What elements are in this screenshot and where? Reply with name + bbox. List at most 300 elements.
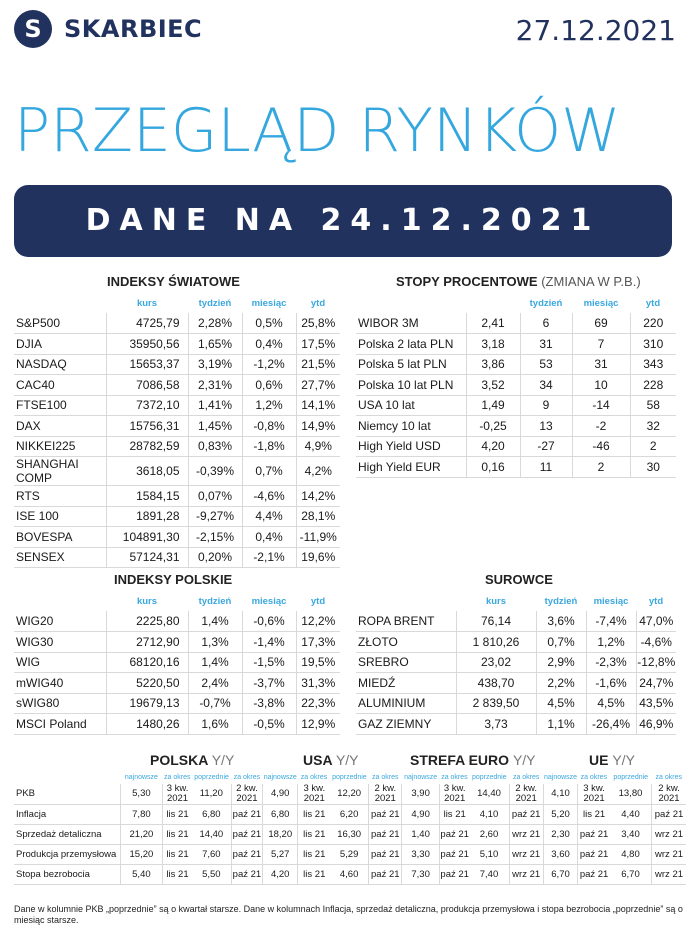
table-row: [14, 334, 340, 355]
table-header-row: [14, 591, 340, 611]
cell-value: 4,5%: [586, 693, 636, 714]
commodities-title: SUROWCE: [485, 572, 553, 587]
cell-value: 2: [630, 436, 676, 457]
cell-value: 31: [520, 334, 572, 355]
cell-value: 0,07%: [188, 486, 242, 507]
cell-value: 11: [520, 457, 572, 478]
row-label: MIEDŹ: [356, 673, 456, 694]
footnote: Dane w kolumnie PKB „poprzednie” są o kwartał starsze. Dane w kolumnach Inflacja, sprzedaż detaliczna, produkcja przemysłowa i stopa bezrobocia „poprzednie” są o miesiąc starsze.: [14, 904, 683, 925]
cell-value: 12,9%: [296, 714, 340, 735]
row-label: BOVESPA: [14, 527, 106, 548]
cell-value: 30: [630, 457, 676, 478]
cell-value: 1,6%: [188, 714, 242, 735]
cell-value: 2,41: [466, 313, 520, 334]
cell-value: 43,5%: [636, 693, 676, 714]
column-subheader: poprzednie: [194, 773, 229, 781]
table-row: [356, 375, 676, 396]
cell-value: -4,6%: [636, 632, 676, 653]
cell-value: 1,2%: [242, 395, 296, 416]
row-label: Sprzedaż detaliczna: [14, 825, 120, 845]
column-header-tydzien: tydzień: [544, 595, 578, 607]
rates-title: STOPY PROCENTOWE (ZMIANA W P.B.): [396, 274, 641, 289]
table-header-row: [14, 770, 686, 784]
cell-value: 4,20: [466, 436, 520, 457]
cell-value: -1,5%: [242, 652, 296, 673]
cell-value: 14,2%: [296, 486, 340, 507]
cell-value: -0,5%: [242, 714, 296, 735]
row-label: mWIG40: [14, 673, 106, 694]
table-row: [14, 805, 686, 825]
table-row: [356, 673, 676, 694]
column-subheader: najnowsze: [263, 773, 297, 781]
cell-value: 28,1%: [296, 506, 340, 527]
table-row: [14, 693, 340, 714]
world-indices-table: [14, 293, 340, 568]
cell-value: 4,5%: [536, 693, 586, 714]
cell-value: 2,30: [543, 825, 577, 845]
cell-value: 1,4%: [188, 652, 242, 673]
cell-value: 15756,31: [106, 416, 188, 437]
table-row: [14, 673, 340, 694]
cell-value: 2 kw. 2021: [231, 784, 262, 805]
column-subheader: poprzednie: [613, 773, 649, 781]
table-row: [14, 547, 340, 568]
cell-value: -1,4%: [242, 632, 296, 653]
cell-value: 5220,50: [106, 673, 188, 694]
cell-value: paź 21: [652, 805, 686, 825]
cell-value: paź 21: [369, 825, 402, 845]
cell-value: 3,73: [456, 714, 536, 735]
column-subheader: za okres: [300, 773, 328, 781]
row-label: RTS: [14, 486, 106, 507]
cell-value: paź 21: [369, 865, 402, 885]
cell-value: -2: [572, 416, 630, 437]
cell-value: 2,60: [470, 825, 510, 845]
cell-value: 3,40: [610, 825, 652, 845]
column-subheader: za okres: [233, 773, 261, 781]
cell-value: 4,9%: [296, 436, 340, 457]
table-row: [356, 652, 676, 673]
cell-value: -3,8%: [242, 693, 296, 714]
cell-value: 0,7%: [242, 457, 296, 486]
table-row: [356, 354, 676, 375]
column-subheader: za okres: [372, 773, 399, 781]
cell-value: -3,7%: [242, 673, 296, 694]
cell-value: 2225,80: [106, 611, 188, 632]
polish-indices-title: INDEKSY POLSKIE: [114, 572, 233, 587]
cell-value: wrz 21: [509, 825, 543, 845]
cell-value: 7,80: [120, 805, 163, 825]
row-label: SHANGHAI COMP: [14, 457, 106, 486]
cell-value: 25,8%: [296, 313, 340, 334]
cell-value: 68120,16: [106, 652, 188, 673]
cell-value: 7,40: [470, 865, 510, 885]
column-subheader: najnowsze: [124, 773, 158, 781]
cell-value: 35950,56: [106, 334, 188, 355]
cell-value: 5,27: [263, 845, 298, 865]
cell-value: 16,30: [330, 825, 368, 845]
cell-value: -0,8%: [242, 416, 296, 437]
cell-value: 18,20: [263, 825, 298, 845]
cell-value: -12,8%: [636, 652, 676, 673]
cell-value: 2 kw. 2021: [652, 784, 686, 805]
table-row: [356, 395, 676, 416]
table-row: [356, 693, 676, 714]
cell-value: 13,80: [610, 784, 652, 805]
cell-value: 21,20: [120, 825, 163, 845]
cell-value: 0,83%: [188, 436, 242, 457]
polish-indices-table: [14, 591, 340, 735]
table-row: [356, 457, 676, 478]
row-label: NIKKEI225: [14, 436, 106, 457]
cell-value: 5,40: [120, 865, 163, 885]
cell-value: -0,39%: [188, 457, 242, 486]
cell-value: 1,45%: [188, 416, 242, 437]
cell-value: paź 21: [439, 845, 469, 865]
cell-value: -1,2%: [242, 354, 296, 375]
header-empty: [14, 770, 120, 784]
table-header-row: [14, 293, 340, 313]
row-label: Niemcy 10 lat: [356, 416, 466, 437]
table-row: [14, 714, 340, 735]
cell-value: 1 810,26: [456, 632, 536, 653]
row-label: ISE 100: [14, 506, 106, 527]
cell-value: paź 21: [578, 845, 610, 865]
cell-value: 6,70: [543, 865, 577, 885]
cell-value: 2 839,50: [456, 693, 536, 714]
cell-value: 32: [630, 416, 676, 437]
cell-value: 46,9%: [636, 714, 676, 735]
cell-value: -0,25: [466, 416, 520, 437]
cell-value: 3,86: [466, 354, 520, 375]
column-header-kurs: kurs: [485, 595, 507, 607]
table-header-row: [356, 293, 676, 313]
cell-value: 4,10: [543, 784, 577, 805]
row-label: Polska 10 lat PLN: [356, 375, 466, 396]
column-header-ytd: ytd: [645, 297, 661, 309]
cell-value: 1,40: [402, 825, 439, 845]
cell-value: 7,60: [192, 845, 232, 865]
cell-value: paź 21: [578, 825, 610, 845]
column-header-tydzien: tydzień: [529, 297, 563, 309]
cell-value: 10: [572, 375, 630, 396]
cell-value: 3 kw. 2021: [578, 784, 610, 805]
row-label: WIG: [14, 652, 106, 673]
cell-value: 0,4%: [242, 527, 296, 548]
cell-value: wrz 21: [652, 865, 686, 885]
cell-value: 14,40: [470, 784, 510, 805]
cell-value: 4,20: [263, 865, 298, 885]
row-label: GAZ ZIEMNY: [356, 714, 456, 735]
cell-value: 2,4%: [188, 673, 242, 694]
row-label: High Yield USD: [356, 436, 466, 457]
cell-value: 3,6%: [536, 611, 586, 632]
cell-value: 0,7%: [536, 632, 586, 653]
column-subheader: za okres: [655, 773, 682, 781]
cell-value: 53: [520, 354, 572, 375]
cell-value: paź 21: [231, 865, 262, 885]
page-title: PRZEGLĄD RYNKÓW: [14, 96, 621, 166]
cell-value: paź 21: [369, 805, 402, 825]
cell-value: 57124,31: [106, 547, 188, 568]
row-label: WIBOR 3M: [356, 313, 466, 334]
cell-value: 2: [572, 457, 630, 478]
region-title-eu: UE Y/Y: [589, 752, 635, 768]
logo-text: SKARBIEC: [64, 15, 203, 43]
cell-value: wrz 21: [509, 845, 543, 865]
cell-value: 1891,28: [106, 506, 188, 527]
header-empty: [14, 591, 106, 611]
cell-value: paź 21: [369, 845, 402, 865]
cell-value: -9,27%: [188, 506, 242, 527]
table-row: [14, 395, 340, 416]
cell-value: 14,9%: [296, 416, 340, 437]
row-label: DAX: [14, 416, 106, 437]
cell-value: 7372,10: [106, 395, 188, 416]
cell-value: 2,2%: [536, 673, 586, 694]
table-row: [356, 632, 676, 653]
cell-value: 0,16: [466, 457, 520, 478]
cell-value: 4,80: [610, 845, 652, 865]
row-label: USA 10 lat: [356, 395, 466, 416]
row-label: SENSEX: [14, 547, 106, 568]
table-header-row: [356, 591, 676, 611]
cell-value: -2,15%: [188, 527, 242, 548]
cell-value: 6: [520, 313, 572, 334]
cell-value: 14,40: [192, 825, 232, 845]
column-subheader: poprzednie: [332, 773, 367, 781]
cell-value: 6,80: [263, 805, 298, 825]
cell-value: 1,41%: [188, 395, 242, 416]
header-empty: [466, 293, 520, 313]
cell-value: 1,2%: [586, 632, 636, 653]
cell-value: -27: [520, 436, 572, 457]
table-row: [14, 611, 340, 632]
cell-value: 5,29: [330, 845, 368, 865]
world-indices-title: INDEKSY ŚWIATOWE: [107, 274, 240, 289]
cell-value: 3,90: [402, 784, 439, 805]
cell-value: lis 21: [578, 805, 610, 825]
row-label: Produkcja przemysłowa: [14, 845, 120, 865]
cell-value: 3 kw. 2021: [439, 784, 469, 805]
cell-value: paź 21: [439, 865, 469, 885]
cell-value: 23,02: [456, 652, 536, 673]
cell-value: 4725,79: [106, 313, 188, 334]
cell-value: 17,3%: [296, 632, 340, 653]
table-row: [14, 652, 340, 673]
cell-value: 3,18: [466, 334, 520, 355]
table-row: [356, 436, 676, 457]
row-label: CAC40: [14, 375, 106, 396]
cell-value: lis 21: [298, 865, 330, 885]
cell-value: lis 21: [163, 865, 192, 885]
column-header-ytd: ytd: [310, 595, 326, 607]
cell-value: paź 21: [231, 805, 262, 825]
header-empty: [356, 591, 456, 611]
row-label: FTSE100: [14, 395, 106, 416]
cell-value: paź 21: [509, 805, 543, 825]
cell-value: 3618,05: [106, 457, 188, 486]
cell-value: 19,6%: [296, 547, 340, 568]
column-header-miesiac: miesiąc: [593, 595, 629, 607]
cell-value: -1,6%: [586, 673, 636, 694]
table-row: [14, 506, 340, 527]
column-subheader: za okres: [580, 773, 608, 781]
column-header-kurs: kurs: [136, 595, 158, 607]
cell-value: wrz 21: [652, 825, 686, 845]
table-row: [14, 784, 686, 805]
row-label: NASDAQ: [14, 354, 106, 375]
report-date: 27.12.2021: [515, 14, 676, 47]
table-row: [14, 436, 340, 457]
cell-value: 438,70: [456, 673, 536, 694]
cell-value: -14: [572, 395, 630, 416]
row-label: Stopa bezrobocia: [14, 865, 120, 885]
row-label: Polska 2 lata PLN: [356, 334, 466, 355]
row-label: sWIG80: [14, 693, 106, 714]
cell-value: 5,10: [470, 845, 510, 865]
cell-value: -4,6%: [242, 486, 296, 507]
cell-value: 6,20: [330, 805, 368, 825]
header-empty: [14, 293, 106, 313]
cell-value: 31,3%: [296, 673, 340, 694]
cell-value: 4,2%: [296, 457, 340, 486]
cell-value: -0,6%: [242, 611, 296, 632]
cell-value: 34: [520, 375, 572, 396]
cell-value: lis 21: [163, 845, 192, 865]
cell-value: -2,1%: [242, 547, 296, 568]
cell-value: 19,5%: [296, 652, 340, 673]
cell-value: lis 21: [439, 805, 469, 825]
cell-value: lis 21: [298, 805, 330, 825]
cell-value: 3,52: [466, 375, 520, 396]
cell-value: 7086,58: [106, 375, 188, 396]
row-label: Polska 5 lat PLN: [356, 354, 466, 375]
cell-value: lis 21: [298, 825, 330, 845]
table-row: [14, 416, 340, 437]
cell-value: -2,3%: [586, 652, 636, 673]
cell-value: 15,20: [120, 845, 163, 865]
table-row: [356, 714, 676, 735]
cell-value: 27,7%: [296, 375, 340, 396]
cell-value: 2 kw. 2021: [509, 784, 543, 805]
cell-value: -26,4%: [586, 714, 636, 735]
row-label: WIG30: [14, 632, 106, 653]
cell-value: 310: [630, 334, 676, 355]
cell-value: 1480,26: [106, 714, 188, 735]
cell-value: 104891,30: [106, 527, 188, 548]
cell-value: 4,90: [263, 784, 298, 805]
cell-value: 4,40: [610, 805, 652, 825]
cell-value: 3 kw. 2021: [163, 784, 192, 805]
cell-value: 11,20: [192, 784, 232, 805]
row-label: S&P500: [14, 313, 106, 334]
cell-value: 5,50: [192, 865, 232, 885]
cell-value: 0,20%: [188, 547, 242, 568]
cell-value: 2,31%: [188, 375, 242, 396]
cell-value: 6,70: [610, 865, 652, 885]
cell-value: -0,7%: [188, 693, 242, 714]
region-title-poland: POLSKA Y/Y: [150, 752, 235, 768]
cell-value: 5,20: [543, 805, 577, 825]
cell-value: 3 kw. 2021: [298, 784, 330, 805]
cell-value: 0,5%: [242, 313, 296, 334]
cell-value: 14,1%: [296, 395, 340, 416]
cell-value: 2,9%: [536, 652, 586, 673]
rates-table: [356, 293, 676, 478]
macro-table: [14, 770, 686, 885]
cell-value: 4,10: [470, 805, 510, 825]
cell-value: 1,4%: [188, 611, 242, 632]
cell-value: 24,7%: [636, 673, 676, 694]
column-subheader: za okres: [512, 773, 540, 781]
cell-value: paź 21: [231, 845, 262, 865]
table-row: [14, 486, 340, 507]
cell-value: 220: [630, 313, 676, 334]
cell-value: 3,19%: [188, 354, 242, 375]
column-header-ytd: ytd: [648, 595, 664, 607]
table-row: [14, 457, 340, 486]
row-label: ROPA BRENT: [356, 611, 456, 632]
row-label: ALUMINIUM: [356, 693, 456, 714]
cell-value: 47,0%: [636, 611, 676, 632]
cell-value: 2 kw. 2021: [369, 784, 402, 805]
cell-value: 58: [630, 395, 676, 416]
column-header-tydzien: tydzień: [198, 595, 232, 607]
row-label: PKB: [14, 784, 120, 805]
cell-value: 1,49: [466, 395, 520, 416]
table-row: [14, 313, 340, 334]
cell-value: 0,4%: [242, 334, 296, 355]
table-row: [356, 416, 676, 437]
cell-value: 3,30: [402, 845, 439, 865]
cell-value: lis 21: [163, 825, 192, 845]
commodities-table: [356, 591, 676, 735]
cell-value: 6,80: [192, 805, 232, 825]
table-row: [14, 632, 340, 653]
cell-value: paź 21: [578, 865, 610, 885]
row-label: High Yield EUR: [356, 457, 466, 478]
row-label: DJIA: [14, 334, 106, 355]
cell-value: 228: [630, 375, 676, 396]
row-label: Inflacja: [14, 805, 120, 825]
cell-value: paź 21: [439, 825, 469, 845]
cell-value: 76,14: [456, 611, 536, 632]
cell-value: 22,3%: [296, 693, 340, 714]
column-subheader: za okres: [441, 773, 468, 781]
row-label: MSCI Poland: [14, 714, 106, 735]
table-row: [356, 313, 676, 334]
cell-value: wrz 21: [652, 845, 686, 865]
cell-value: -7,4%: [586, 611, 636, 632]
cell-value: 343: [630, 354, 676, 375]
table-row: [14, 354, 340, 375]
cell-value: wrz 21: [509, 865, 543, 885]
table-row: [14, 845, 686, 865]
table-row: [14, 527, 340, 548]
cell-value: 0,6%: [242, 375, 296, 396]
header: [14, 8, 686, 52]
cell-value: 4,4%: [242, 506, 296, 527]
cell-value: 15653,37: [106, 354, 188, 375]
column-header-tydzien: tydzień: [198, 297, 232, 309]
cell-value: -11,9%: [296, 527, 340, 548]
cell-value: 13: [520, 416, 572, 437]
row-label: SREBRO: [356, 652, 456, 673]
cell-value: 9: [520, 395, 572, 416]
cell-value: 21,5%: [296, 354, 340, 375]
cell-value: 2,28%: [188, 313, 242, 334]
